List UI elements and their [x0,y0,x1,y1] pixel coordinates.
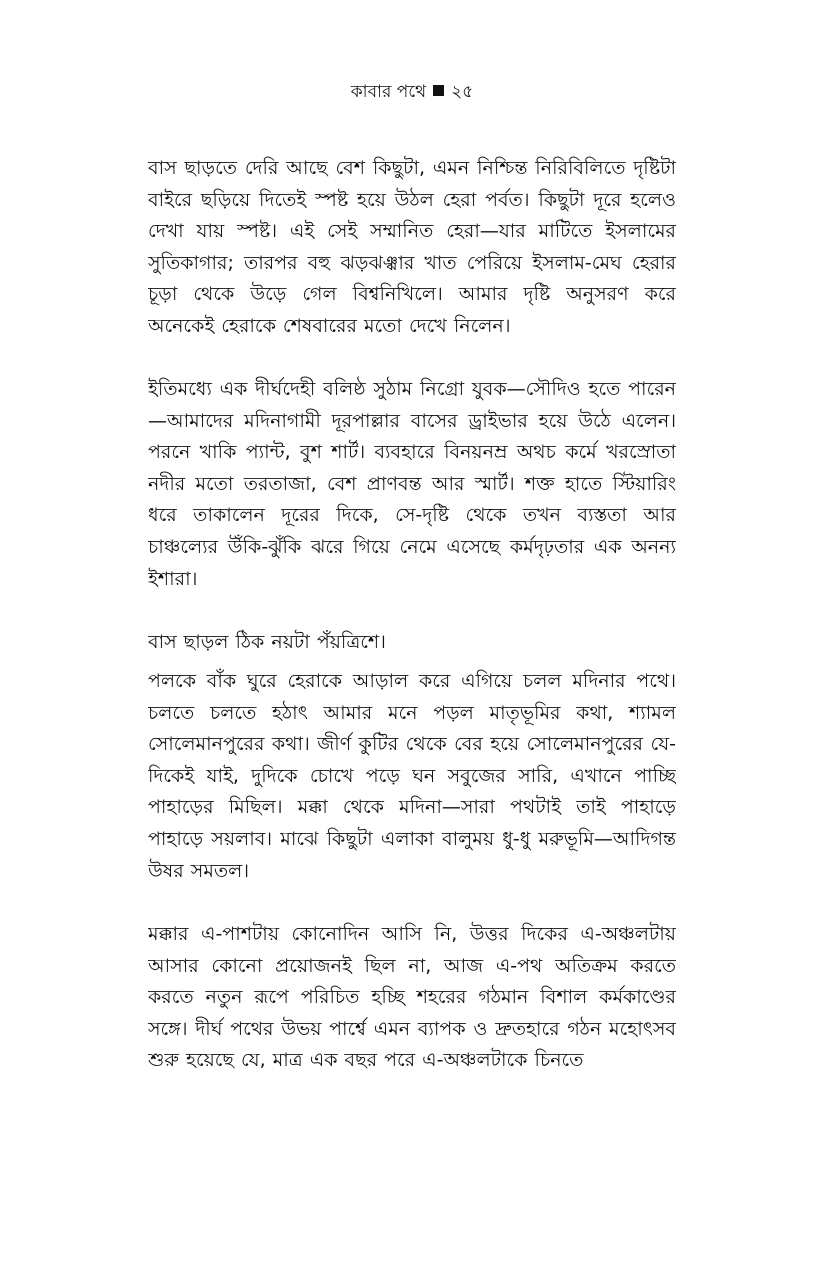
paragraph-2: ইতিমধ্যে এক দীর্ঘদেহী বলিষ্ঠ সুঠাম নিগ্রো যুবক—সৌদিও হতে পারেন—আমাদের মদিনাগামী দূরপাল্লার বাসের ড্রাইভার হয়ে উঠে এলেন। পরনে খাকি প্যান্ট, বুশ শার্ট। ব্যবহারে বিনয়নম্র অথচ কর্মে খরস্রোতা নদীর মতো তরতাজা, বেশ প্রাণবন্ত আর স্মার্ট। শক্ত হাতে স্টিয়ারিং ধরে তাকালেন দূরের দিকে, সে-দৃষ্টি থেকে তখন ব্যস্ততা আর চাঞ্চল্যের উঁকি-ঝুঁকি ঝরে গিয়ে নেমে এসেছে কর্মদৃঢ়তার এক অনন্য ইশারা। [148,378,676,590]
paragraph-4: পলকে বাঁক ঘুরে হেরাকে আড়াল করে এগিয়ে চলল মদিনার পথে। চলতে চলতে হঠাৎ আমার মনে পড়ল মাতৃভূমির কথা, শ্যামল সোলেমানপুরের কথা। জীর্ণ কুটির থেকে বের হয়ে সোলেমানপুরের যে-দিকেই যাই, দুদিকে চোখে পড়ে ঘন সবুজের সারি, এখানে পাচ্ছি পাহাড়ের মিছিল। মক্কা থেকে মদিনা—সারা পথটাই তাই পাহাড়ে পাহাড়ে সয়লাব। মাঝে কিছুটা এলাকা বালুময় ধু-ধু মরুভূমি—আদিগন্ত উষর সমতল। [148,670,676,882]
body-text [148,153,676,1140]
book-page [148,0,676,1275]
paragraph-5: মক্কার এ-পাশটায় কোনোদিন আসি নি, উত্তর দিকের এ-অঞ্চলটায় আসার কোনো প্রয়োজনই ছিল না, আজ এ-পথ অতিক্রম করতে করতে নতুন রূপে পরিচিত হচ্ছি শহরের গঠমান বিশাল কর্মকাণ্ডের সঙ্গে। দীর্ঘ পথের উভয় পার্শ্বে এমন ব্যাপক ও দ্রুতহারে গঠন মহোৎসব শুরু হয়েছে যে, মাত্র এক বছর পরে এ-অঞ্চলটাকে চিনতে [148,923,676,1072]
paragraph-3: বাস ছাড়ল ঠিক নয়টা পঁয়ত্রিশে। [148,631,386,653]
square-bullet-icon [433,85,444,96]
paragraph-1: বাস ছাড়তে দেরি আছে বেশ কিছুটা, এমন নিশ্চিন্ত নিরিবিলিতে দৃষ্টিটা বাইরে ছড়িয়ে দিতেই স্পষ্ট হয়ে উঠল হেরা পর্বত। কিছুটা দূরে হলেও দেখা যায় স্পষ্ট। এই সেই সম্মানিত হেরা—যার মাটিতে ইসলামের সুতিকাগার; তারপর বহু ঝড়ঝঞ্ঝার খাত পেরিয়ে ইসলাম-মেঘ হেরার চূড়া থেকে উড়ে গেল বিশ্বনিখিলে। আমার দৃষ্টি অনুসরণ করে অনেকেই হেরাকে শেষবারের মতো দেখে নিলেন। [148,157,676,337]
header-title: কাবার পথে [350,82,427,102]
page-number: ২৫ [451,82,474,102]
running-header [148,80,676,104]
